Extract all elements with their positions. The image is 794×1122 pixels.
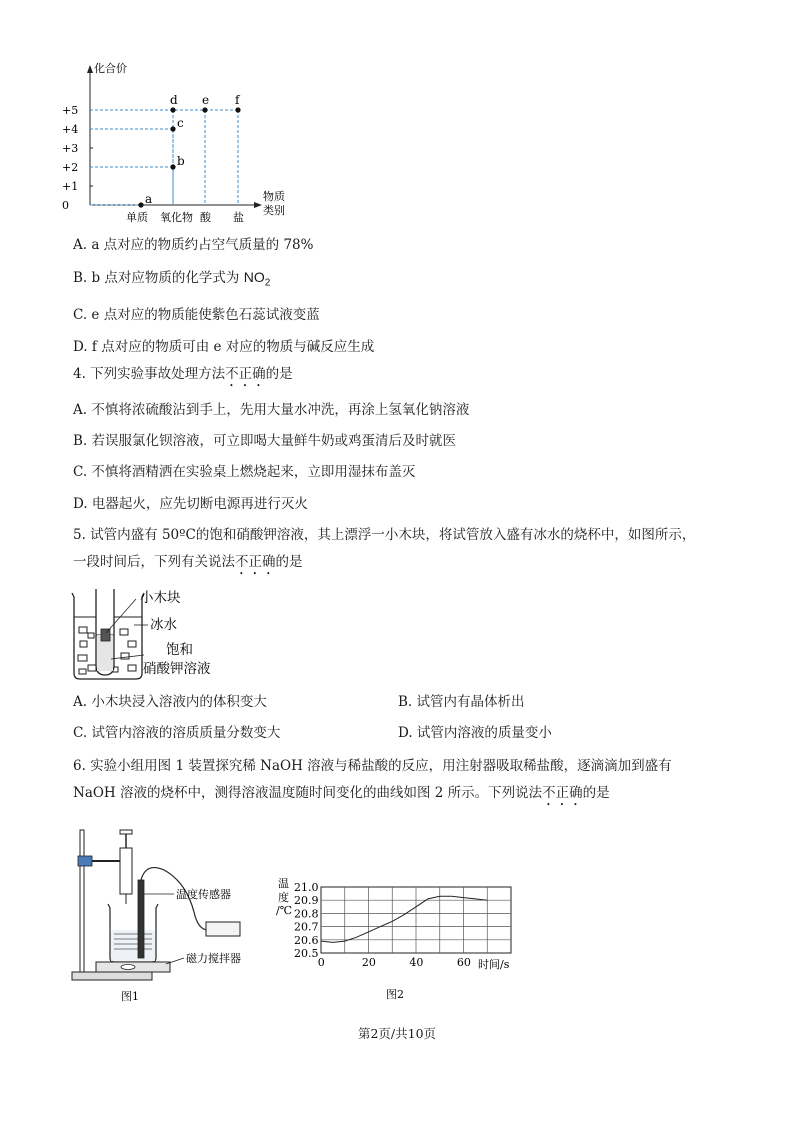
temperature-chart <box>268 868 518 1008</box>
q6-stem-text: NaOH 溶液的烧杯中，测得溶液温度随时间变化的曲线如图 2 所示。下列说法 <box>73 785 543 801</box>
valence-xlabel-2: 类别 <box>263 204 285 217</box>
temp-xtick-label: 0 <box>317 956 325 969</box>
q5-stem-end: 的是 <box>275 554 303 570</box>
temp-xtick-label: 60 <box>456 956 471 969</box>
valence-xlabel-1: 物质 <box>263 190 285 203</box>
valence-point-label-d: d <box>170 93 178 107</box>
q5-stem-line2 <box>73 553 303 578</box>
temperature-curve <box>321 896 487 942</box>
temperature-probe <box>138 880 144 958</box>
valence-x-arrow <box>254 202 262 208</box>
syringe-barrel <box>120 848 132 894</box>
page-footer: 第2页/共10页 <box>357 1026 437 1041</box>
stand-clamp <box>78 856 92 866</box>
temp-ytick-label: 20.8 <box>294 907 319 921</box>
label-ice-water: 冰水 <box>150 617 177 633</box>
valence-ylabel: 化合价 <box>94 62 127 75</box>
valence-point-f <box>235 107 240 112</box>
q4-option-c: C. 不慎将酒精洒在实验桌上燃烧起来，立即用湿抹布盖灭 <box>73 464 416 480</box>
label-kno3-solution: 硝酸钾溶液 <box>143 661 211 677</box>
q4-stem-text: 4. 下列实验事故处理方法 <box>73 366 226 382</box>
valence-category-label: 氧化物 <box>160 211 193 224</box>
q6-stem-line2 <box>73 784 610 809</box>
valence-ytick-label: 0 <box>62 199 69 212</box>
label-temperature-sensor: 温度传感器 <box>176 888 231 901</box>
sensor-box <box>206 922 240 936</box>
q5-stem-line1: 5. 试管内盛有 50ºC的饱和硝酸钾溶液，其上漂浮一小木块，将试管放入盛有冰水的烧杯中，如图所示， <box>73 527 696 543</box>
label-wood-block: 小木块 <box>140 590 181 606</box>
q3-option-b-subscript: 2 <box>264 277 271 289</box>
q5-option-a: A. 小木块浸入溶液内的体积变大 <box>73 694 267 710</box>
q3-option-a: A. a 点对应的物质约占空气质量的 78% <box>73 237 314 253</box>
valence-point-d <box>170 107 175 112</box>
q6-stem-emphasis: 不正确 <box>542 785 583 801</box>
valence-chart <box>60 55 320 235</box>
temp-ylabel-3: /℃ <box>276 904 293 917</box>
syringe-plunger <box>120 830 132 834</box>
valence-point-label-f: f <box>235 93 240 107</box>
valence-point-label-e: e <box>202 93 210 107</box>
temp-ylabel-2: 度 <box>278 891 289 904</box>
valence-point-b <box>170 164 175 169</box>
valence-y-arrow <box>87 65 93 73</box>
valence-ytick-label: +1 <box>62 180 79 193</box>
valence-point-label-b: b <box>177 154 185 168</box>
valence-point-e <box>202 107 207 112</box>
q4-stem-end: 的是 <box>265 366 293 382</box>
temp-ytick-label: 21.0 <box>294 881 319 894</box>
temp-xtick-label: 40 <box>409 956 424 969</box>
figure1-caption: 图1 <box>121 990 139 1003</box>
q4-option-b: B. 若误服氯化钡溶液，可立即喝大量鲜牛奶或鸡蛋清后及时就医 <box>73 433 457 449</box>
stand-rod <box>80 830 84 972</box>
valence-category-label: 单质 <box>126 211 148 224</box>
leader-stirrer <box>166 958 184 964</box>
q3-option-b <box>73 268 270 293</box>
valence-ytick-label: +5 <box>62 104 79 117</box>
label-saturated: 饱和 <box>166 642 193 658</box>
q3-option-b-formula: NO <box>243 269 265 285</box>
q5-stem-text: 一段时间后，下列有关说法 <box>73 554 235 570</box>
temp-ytick-label: 20.7 <box>294 920 319 934</box>
q5-option-d: D. 试管内溶液的质量变小 <box>398 725 552 741</box>
temp-ylabel-1: 温 <box>278 877 289 890</box>
q4-stem-emphasis: 不正确 <box>225 366 266 382</box>
stirrer-knob <box>121 965 135 970</box>
q4-stem <box>73 365 293 390</box>
q3-option-c: C. e 点对应的物质能使紫色石蕊试液变蓝 <box>73 307 320 323</box>
q5-stem-emphasis: 不正确 <box>235 554 276 570</box>
beaker-figure <box>64 585 254 685</box>
label-magnetic-stirrer: 磁力搅拌器 <box>186 952 241 965</box>
temp-ytick-label: 20.9 <box>294 894 319 908</box>
valence-category-label: 酸 <box>200 211 211 224</box>
q3-option-d: D. f 点对应的物质可由 e 对应的物质与碱反应生成 <box>73 339 375 355</box>
beaker-solution <box>111 930 155 961</box>
q5-option-c: C. 试管内溶液的溶质质量分数变大 <box>73 725 281 741</box>
temp-ytick-label: 20.5 <box>294 947 319 960</box>
valence-ytick-label: +4 <box>62 123 79 136</box>
temp-xtick-label: 20 <box>361 956 376 969</box>
q5-option-b: B. 试管内有晶体析出 <box>398 694 525 710</box>
apparatus-figure <box>66 822 266 1012</box>
valence-ytick-label: +2 <box>62 161 79 174</box>
q6-stem-end: 的是 <box>582 785 610 801</box>
q3-option-b-text: B. b 点对应物质的化学式为 <box>73 270 244 286</box>
temp-xlabel: 时间/s <box>478 958 510 971</box>
valence-point-a <box>138 202 143 207</box>
q4-option-a: A. 不慎将浓硫酸沾到手上，先用大量水冲洗，再涂上氢氧化钠溶液 <box>73 402 470 418</box>
q6-stem-line1: 6. 实验小组用图 1 装置探究稀 NaOH 溶液与稀盐酸的反应，用注射器吸取稀盐酸，逐滴滴加到盛有 <box>73 758 672 774</box>
valence-ytick-label: +3 <box>62 142 79 155</box>
temp-ytick-label: 20.6 <box>294 933 319 947</box>
valence-point-label-c: c <box>177 116 184 130</box>
q4-option-d: D. 电器起火，应先切断电源再进行灭火 <box>73 496 308 512</box>
valence-category-label: 盐 <box>233 211 244 224</box>
figure2-caption: 图2 <box>386 988 404 1001</box>
valence-point-label-a: a <box>145 192 153 206</box>
valence-point-c <box>170 126 175 131</box>
wood-block <box>101 629 110 641</box>
stand-base <box>72 972 152 980</box>
